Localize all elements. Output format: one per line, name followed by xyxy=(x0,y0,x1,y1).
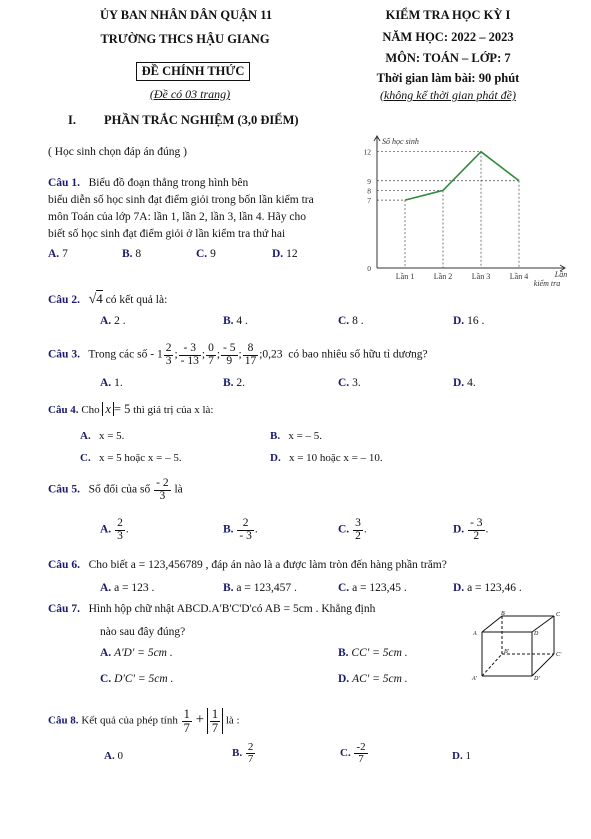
question-6-stem: Câu 6. Cho biết a = 123,456789 , đáp án nào là a được làm tròn đến hàng phần trăm? xyxy=(48,559,447,571)
question-3-stem: Câu 3. Trong các số - 1 $\frac{2}{3}$ ; $\frac{- 3}{- 13}$ ; $\frac{0}{7}$ ; $\frac{- 5}{9}$ ; $\frac{8}{17}$ ;0,23 có bao nhiêu số hữu tỉ dương? xyxy=(48,342,428,367)
question-2-option-b[interactable]: B. 4 . xyxy=(223,315,248,327)
question-5-option-b[interactable]: B. $\frac{2}{- 3}$ . xyxy=(223,517,258,542)
question-2-option-c[interactable]: C. 8 . xyxy=(338,315,364,327)
question-3-option-a[interactable]: A. 1. xyxy=(100,377,123,389)
question-6-option-c[interactable]: C. a = 123,45 . xyxy=(338,582,407,594)
question-4-stem: Câu 4. Cho x = 5 thì giá trị của x là: xyxy=(48,402,214,416)
question-1-line1: Câu 1. Biểu đồ đoạn thẳng trong hình bên xyxy=(48,177,249,189)
header-duration-note: (không kể thời gian phát đề) xyxy=(379,88,517,102)
question-8-option-b[interactable]: B. $\frac{2}{7}$ xyxy=(232,741,254,765)
vertex-label: A' xyxy=(472,676,477,682)
fraction: $\frac{- 3}{- 13}$ xyxy=(180,342,199,367)
fraction: $\frac{1}{7}$ xyxy=(211,707,219,735)
question-6-option-a[interactable]: A. a = 123 . xyxy=(100,582,155,594)
y-tick-label: 12 xyxy=(363,147,371,157)
y-axis-label: Số học sinh xyxy=(382,137,419,146)
question-7-option-b[interactable]: B. CC' = 5cm . xyxy=(338,647,408,659)
question-1-line2: biểu diễn số học sinh đạt điểm giỏi trong bốn lần kiểm tra xyxy=(48,194,314,206)
header-subject: MÔN: TOÁN – LỚP: 7 xyxy=(385,51,511,65)
question-7-option-c[interactable]: C. D'C' = 5cm . xyxy=(100,673,174,685)
sqrt-symbol: √ xyxy=(88,292,97,307)
question-6-option-d[interactable]: D. a = 123,46 . xyxy=(453,582,522,594)
section-title: PHẦN TRẮC NGHIỆM (3,0 ĐIỂM) xyxy=(104,113,299,127)
question-4-option-c[interactable]: C. x = 5 hoặc x = – 5. xyxy=(80,452,182,464)
absolute-value: x xyxy=(102,402,114,416)
header-duration: Thời gian làm bài: 90 phút xyxy=(376,71,520,85)
question-1-option-a[interactable]: A. 7 xyxy=(48,248,68,260)
x-tick-label: Lần 3 xyxy=(471,272,491,281)
question-5-stem: Câu 5. Số đối của số $\frac{- 2}{3}$ là xyxy=(48,477,183,502)
section-instruction: ( Học sinh chọn đáp án đúng ) xyxy=(48,146,187,158)
question-1-option-b[interactable]: B. 8 xyxy=(122,248,142,260)
question-2-option-a[interactable]: A. 2 . xyxy=(100,315,126,327)
header-exam-title: KIỂM TRA HỌC KỲ I xyxy=(385,8,511,22)
header-official-badge: ĐỀ CHÍNH THỨC xyxy=(136,62,250,81)
header-pages-note: (Đề có 03 trang) xyxy=(149,87,231,101)
vertex-label: D' xyxy=(534,676,540,682)
question-4-option-b[interactable]: B. x = – 5. xyxy=(270,430,323,442)
vertex-label: C xyxy=(556,612,561,618)
question-7-line1: Câu 7. Hình hộp chữ nhật ABCD.A'B'C'D'có AB = 5cm . Khẳng định xyxy=(48,603,376,615)
question-8-option-a[interactable]: A. 0 xyxy=(104,750,123,762)
question-2-stem: Câu 2. √4 có kết quả là: xyxy=(48,291,168,307)
vertex-label: D xyxy=(534,631,539,637)
question-6-option-b[interactable]: B. a = 123,457 . xyxy=(223,582,297,594)
question-1-option-d[interactable]: D. 12 xyxy=(272,248,298,260)
question-8-option-c[interactable]: C. $\frac{-2}{7}$ xyxy=(340,741,366,765)
question-3-option-b[interactable]: B. 2. xyxy=(223,377,246,389)
series-line xyxy=(405,152,519,200)
header-school: TRƯỜNG THCS HẬU GIANG xyxy=(100,32,270,46)
question-7-option-a[interactable]: A. A'D' = 5cm . xyxy=(100,647,173,659)
question-3-option-d[interactable]: D. 4. xyxy=(453,377,476,389)
fraction: $\frac{- 2}{3}$ xyxy=(156,477,169,502)
question-5-option-d[interactable]: D. $\frac{- 3}{2}$ . xyxy=(453,517,489,542)
question-1-line3: môn Toán của lớp 7A: lần 1, lần 2, lần 3, lần 4. Hãy cho xyxy=(48,211,307,223)
fraction: $\frac{8}{17}$ xyxy=(244,342,257,367)
question-4-option-d[interactable]: D. x = 10 hoặc x = – 10. xyxy=(270,452,383,464)
question-3-option-c[interactable]: C. 3. xyxy=(338,377,361,389)
x-tick-label: Lần 2 xyxy=(433,272,453,281)
fraction: $\frac{0}{7}$ xyxy=(208,342,214,367)
sqrt-radicand: 4 xyxy=(96,291,103,306)
fraction: $\frac{2}{3}$ xyxy=(165,342,172,367)
question-8-stem: Câu 8. Kết quả của phép tính $\frac{1}{7}$ + $\frac{1}{7}$ là : xyxy=(48,707,240,735)
line-chart xyxy=(355,128,580,293)
question-7-line2: nào sau đây đúng? xyxy=(100,626,186,638)
section-number: I. xyxy=(68,113,76,127)
question-7-option-d[interactable]: D. AC' = 5cm . xyxy=(338,673,408,685)
vertex-label: C' xyxy=(556,652,562,658)
question-2-option-d[interactable]: D. 16 . xyxy=(453,315,485,327)
fraction: $\frac{- 5}{9}$ xyxy=(223,342,236,367)
fraction: $\frac{1}{7}$ xyxy=(183,707,190,735)
rectangular-box-figure xyxy=(470,610,570,688)
vertex-label: A xyxy=(473,631,477,637)
question-1-line4: biết số học sinh đạt điểm giỏi ở lần kiểm tra thứ hai xyxy=(48,228,286,240)
vertex-label: B' xyxy=(504,649,509,655)
question-5-option-a[interactable]: A. $\frac{2}{3}$ . xyxy=(100,517,129,542)
y-tick-label: 9 xyxy=(367,176,371,186)
x-axis-label: Lần xyxy=(554,270,568,279)
question-8-option-d[interactable]: D. 1 xyxy=(452,750,471,762)
y-tick-label: 7 xyxy=(367,196,371,206)
x-tick-label: Lần 4 xyxy=(509,272,529,281)
x-tick-label: Lần 1 xyxy=(395,272,415,281)
header-school-year: NĂM HỌC: 2022 – 2023 xyxy=(382,30,514,44)
y-tick-label: 8 xyxy=(367,186,371,196)
vertex-label: B xyxy=(501,611,505,617)
question-5-option-c[interactable]: C. $\frac{3}{2}$ . xyxy=(338,517,367,542)
question-1-option-c[interactable]: C. 9 xyxy=(196,248,216,260)
question-4-option-a[interactable]: A. x = 5. xyxy=(80,430,125,442)
y-tick-label: 0 xyxy=(367,264,371,273)
x-axis-label: kiểm tra xyxy=(533,279,561,288)
header-district: ỦY BAN NHÂN DÂN QUẬN 11 xyxy=(100,8,273,22)
